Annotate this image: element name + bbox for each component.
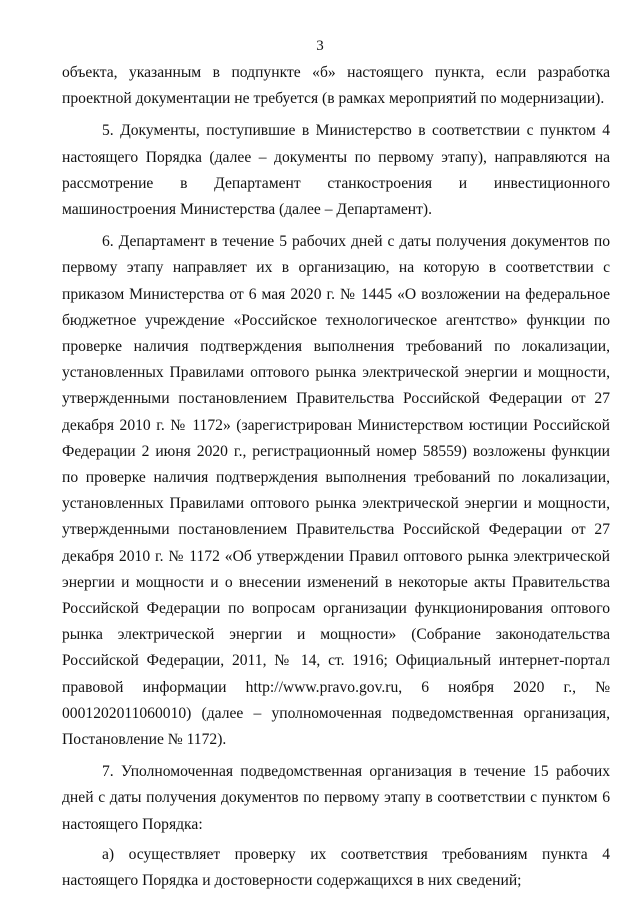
page-number: 3 (316, 38, 324, 54)
paragraph-continuation: объекта, указанным в подпункте «б» настоящего пункта, если разработка проектной документации не требуется (в рамках мероприятий по модернизации). (62, 64, 610, 108)
paragraph-6: 6. Департамент в течение 5 рабочих дней с даты получения документов по первому этапу направляет их в организацию, на которую в соответствии с приказом Министерства от 6 мая 2020 г. № 1445 «О возложении на федеральное бюджетное учреждение «Российское технологическое агентство» функции по проверке наличия подтверждения выполнения требований по локализации, установленных Правилами оптового рынка электрической энергии и мощности, утвержденными постановлением Правительства Российской Федерации от 27 декабря 2010 г. № 1172» (зарегистрирован Министерством юстиции Российской Федерации 2 июня 2020 г., регистрационный номер 58559) возложены функции по проверке наличия подтверждения выполнения требований по локализации, установленных Правилами оптового рынка электрической энергии и мощности, утвержденными постановлением Правительства Российской Федерации от 27 декабря 2010 г. № 1172 «Об утверждении Правил оптового рынка электрической энергии и мощности и о внесении изменений в некоторые акты Правительства Российской Федерации по вопросам организации функционирования оптового рынка электрической энергии и мощности» (Собрание законодательства Российской Федерации, 2011, № 14, ст. 1916; Официальный интернет-портал правовой информации http://www.pravo.gov.ru, 6 ноября 2020 г., № 0001202011060010) (далее – уполномоченная подведомственная организация, Постановление № 1172). (62, 233, 610, 749)
document-body (62, 60, 610, 894)
paragraph-7a: а) осуществляет проверку их соответствия требованиям пункта 4 настоящего Порядка и достоверности содержащихся в них сведений; (62, 845, 610, 890)
paragraph-5: 5. Документы, поступившие в Министерство в соответствии с пунктом 4 настоящего Порядка (далее – документы по первому этапу), направляются на рассмотрение в Департамент станкостроения и инвестиционного машиностроения Министерства (далее – Департамент). (62, 122, 610, 219)
paragraph-7: 7. Уполномоченная подведомственная организация в течение 15 рабочих дней с даты получения документов по первому этапу в соответствии с пунктом 6 настоящего Порядка: (62, 763, 610, 833)
